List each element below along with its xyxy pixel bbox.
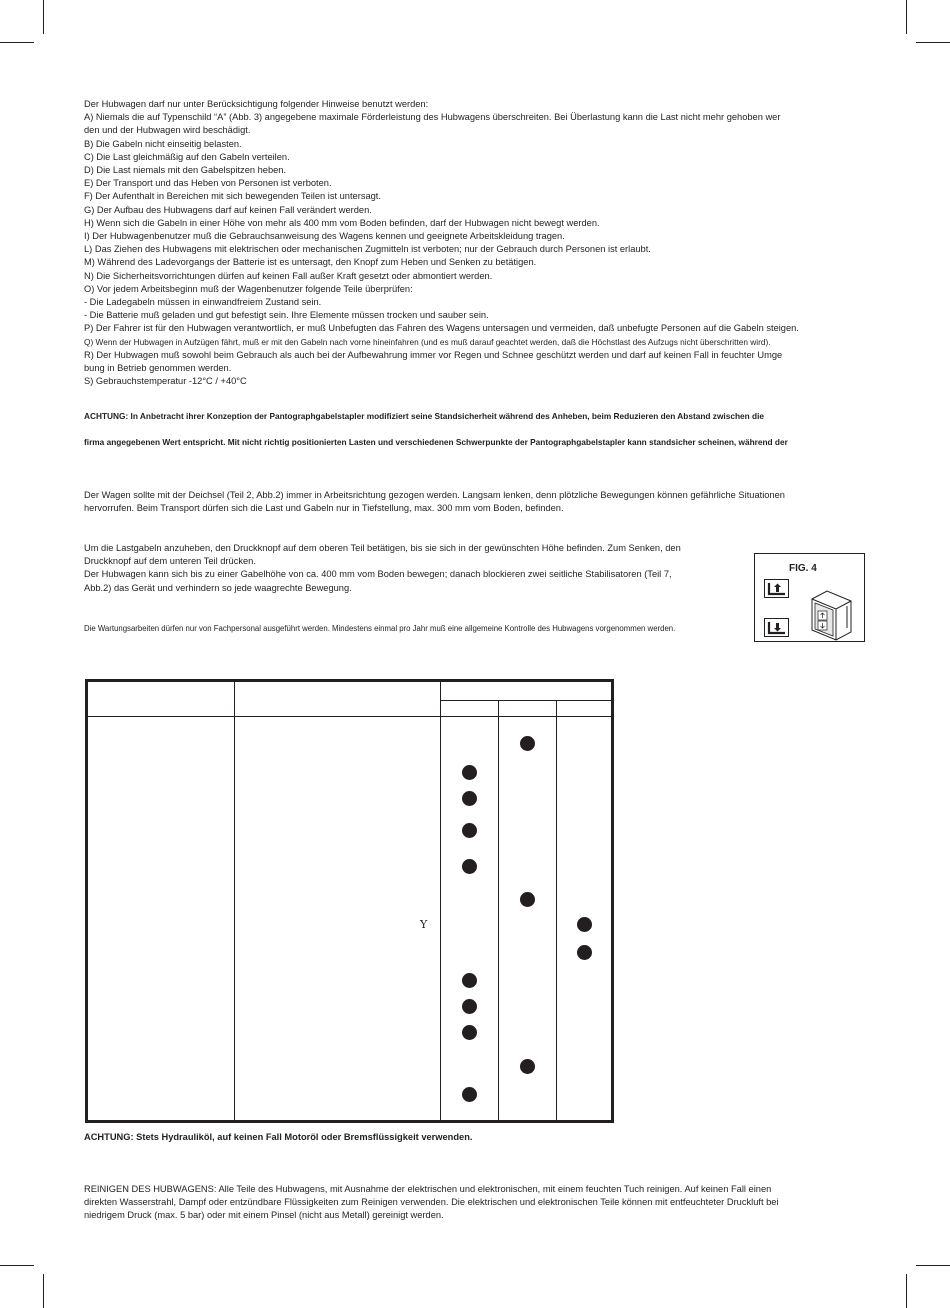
rule-line: - Die Ladegabeln müssen in einwandfreiem Zustand sein. bbox=[84, 297, 322, 308]
table-header-divider bbox=[88, 716, 611, 717]
table-mark-dot bbox=[520, 892, 535, 907]
rule-line: R) Der Hubwagen muß sowohl beim Gebrauch als auch bei der Aufbewahrung immer vor Regen und Schnee geschützt werden und darf auf keinen Fall in feuchter Umge bbox=[84, 349, 783, 360]
table-glyph: Y bbox=[420, 918, 428, 931]
table-mark-dot bbox=[520, 1059, 535, 1074]
rule-line: I) Der Hubwagenbenutzer muß die Gebrauchsanweisung des Wagens kennen und geeignete Arbeitskleidung tragen. bbox=[84, 231, 565, 242]
rule-line: - Die Batterie muß geladen und gut befestigt sein. Ihre Elemente müssen trocken und sauber sein. bbox=[84, 310, 489, 321]
rule-line: A) Niemals die auf Typenschild “A” (Abb. 3) angegebene maximale Förderleistung des Hubwagens überschreiten. Bei Überlastung kann die Last nicht mehr gehoben wer bbox=[84, 112, 781, 123]
paragraph-line: Druckknopf auf dem unteren Teil drücken. bbox=[84, 556, 256, 567]
rule-line: Der Hubwagen darf nur unter Berücksichtigung folgender Hinweise benutzt werden: bbox=[84, 99, 429, 109]
usage-rules bbox=[84, 98, 799, 388]
rule-line: F) Der Aufenthalt in Bereichen mit sich bewegenden Teilen ist untersagt. bbox=[84, 191, 381, 202]
table-header-divider bbox=[440, 700, 611, 701]
hydraulic-oil-warning bbox=[84, 1131, 472, 1144]
table-mark-dot bbox=[462, 791, 477, 806]
crop-mark bbox=[906, 1274, 907, 1308]
stability-warning-continued bbox=[84, 436, 788, 449]
figure-4 bbox=[754, 553, 865, 642]
paragraph-line: direkten Wasserstrahl, Dampf oder entzündbare Flüssigkeiten zum Reinigen verwenden. Die elektrischen und elektronischen Teile können mit entfeuchteter Druckluft bei bbox=[84, 1197, 779, 1208]
paragraph-line: Der Hubwagen kann sich bis zu einer Gabelhöhe von ca. 400 mm vom Boden bewegen; danach blockieren zwei seitliche Stabilisatoren (Teil 7, bbox=[84, 569, 672, 580]
maintenance-note bbox=[84, 622, 675, 635]
crop-mark bbox=[916, 1265, 950, 1266]
table-column-divider bbox=[498, 700, 499, 1120]
table-mark-dot bbox=[520, 736, 535, 751]
table-mark-dot bbox=[462, 999, 477, 1014]
table-mark-dot bbox=[462, 1087, 477, 1102]
paragraph-line: Der Wagen sollte mit der Deichsel (Teil 2, Abb.2) immer in Arbeitsrichtung gezogen werden. Langsam lenken, denn plötzliche Bewegungen können gefährliche Situationen bbox=[84, 490, 785, 500]
crop-mark bbox=[43, 0, 44, 34]
rule-line: N) Die Sicherheitsvorrichtungen dürfen auf keinen Fall außer Kraft gesetzt oder abmontiert werden. bbox=[84, 270, 493, 281]
rule-line: P) Der Fahrer ist für den Hubwagen verantwortlich, er muß Unbefugten das Fahren des Wagens untersagen und vermeiden, daß unbefugte Personen auf die Gabeln steigen. bbox=[84, 323, 799, 334]
cleaning-instructions bbox=[84, 1183, 779, 1223]
crop-mark bbox=[0, 1265, 34, 1266]
rule-line: bung in Betrieb genommen werden. bbox=[84, 363, 232, 374]
crop-mark bbox=[43, 1274, 44, 1308]
warning-line: ACHTUNG: In Anbetracht ihrer Konzeption der Pantographgabelstapler modifiziert seine Standsicherheit während des Anheben, beim Reduzieren den Abstand zwischen die bbox=[84, 411, 764, 421]
table-mark-dot bbox=[577, 945, 592, 960]
paragraph-line: hervorrufen. Beim Transport dürfen sich die Last und Gabeln nur in Tiefstellung, max. 300 mm vom Boden, befinden. bbox=[84, 503, 564, 514]
table-mark-dot bbox=[462, 765, 477, 780]
rule-line: den und der Hubwagen wird beschädigt. bbox=[84, 125, 251, 136]
table-column-divider bbox=[556, 700, 557, 1120]
rule-line: S) Gebrauchstemperatur -12°C / +40°C bbox=[84, 376, 247, 387]
rule-line: B) Die Gabeln nicht einseitig belasten. bbox=[84, 138, 242, 149]
crop-mark bbox=[906, 0, 907, 34]
table-mark-dot bbox=[462, 859, 477, 874]
table-column-divider bbox=[440, 682, 441, 1120]
rule-line: L) Das Ziehen des Hubwagens mit elektrischen oder mechanischen Zugmitteln ist verboten; nur der Gebrauch durch Personen ist erlaubt. bbox=[84, 244, 651, 255]
warning-line: ACHTUNG: Stets Hydrauliköl, auf keinen Fall Motoröl oder Bremsflüssigkeit verwenden. bbox=[84, 1132, 473, 1142]
stability-warning bbox=[84, 410, 764, 423]
lifting-instructions bbox=[84, 542, 681, 595]
rule-line: C) Die Last gleichmäßig auf den Gabeln verteilen. bbox=[84, 151, 290, 162]
rule-line: E) Der Transport und das Heben von Personen ist verboten. bbox=[84, 178, 332, 189]
table-mark-dot bbox=[462, 823, 477, 838]
rule-line: O) Vor jedem Arbeitsbeginn muß der Wagenbenutzer folgende Teile überprüfen: bbox=[84, 283, 413, 294]
paragraph-line: niedrigem Druck (max. 5 bar) oder mit einem Pinsel (nicht aus Metall) gereinigt werden. bbox=[84, 1210, 444, 1221]
table-mark-dot bbox=[462, 1025, 477, 1040]
rule-line: D) Die Last niemals mit den Gabelspitzen heben. bbox=[84, 165, 287, 176]
crop-mark bbox=[0, 42, 34, 43]
table-column-divider bbox=[234, 682, 235, 1120]
transport-instructions bbox=[84, 489, 785, 515]
rule-line: H) Wenn sich die Gabeln in einer Höhe von mehr als 400 mm vom Boden befinden, darf der Hubwagen nicht bewegt werden. bbox=[84, 217, 600, 228]
paragraph-line: Abb.2) das Gerät und verhindern so jede waagrechte Bewegung. bbox=[84, 582, 352, 593]
crop-mark bbox=[916, 42, 950, 43]
paragraph-line: Um die Lastgabeln anzuheben, den Druckknopf auf dem oberen Teil betätigen, bis sie sich in der gewünschten Höhe befinden. Zum Senken, den bbox=[84, 543, 681, 553]
push-button-switch-icon bbox=[755, 554, 866, 643]
table-mark-dot bbox=[577, 917, 592, 932]
figure-label: FIG. 4 bbox=[789, 563, 817, 574]
warning-line: firma angegebenen Wert entspricht. Mit nicht richtig positionierten Lasten und verschiedenen Schwerpunkte der Pantographgabelstapler kann standsicher scheinen, während der bbox=[84, 437, 788, 447]
paragraph-line: REINIGEN DES HUBWAGENS: Alle Teile des Hubwagens, mit Ausnahme der elektrischen und elektronischen, mit einem feuchten Tuch reinigen. Auf keinen Fall einen bbox=[84, 1184, 772, 1194]
rule-line: G) Der Aufbau des Hubwagens darf auf keinen Fall verändert werden. bbox=[84, 204, 372, 215]
rule-line: M) Während des Ladevorgangs der Batterie ist es untersagt, den Knopf zum Heben und Senken zu betätigen. bbox=[84, 257, 537, 268]
table-mark-dot bbox=[462, 973, 477, 988]
rule-line: Q) Wenn der Hubwagen in Aufzügen fährt, muß er mit den Gabeln nach vorne hineinfahren (und es muß darauf geachtet werden, daß die Höchstlast des Aufzugs nicht überschritten wird). bbox=[84, 336, 771, 347]
paragraph-line: Die Wartungsarbeiten dürfen nur von Fachpersonal ausgeführt werden. Mindestens einmal pro Jahr muß eine allgemeine Kontrolle des Hubwagens vorgenommen werden. bbox=[84, 624, 676, 633]
maintenance-table bbox=[85, 679, 614, 1123]
